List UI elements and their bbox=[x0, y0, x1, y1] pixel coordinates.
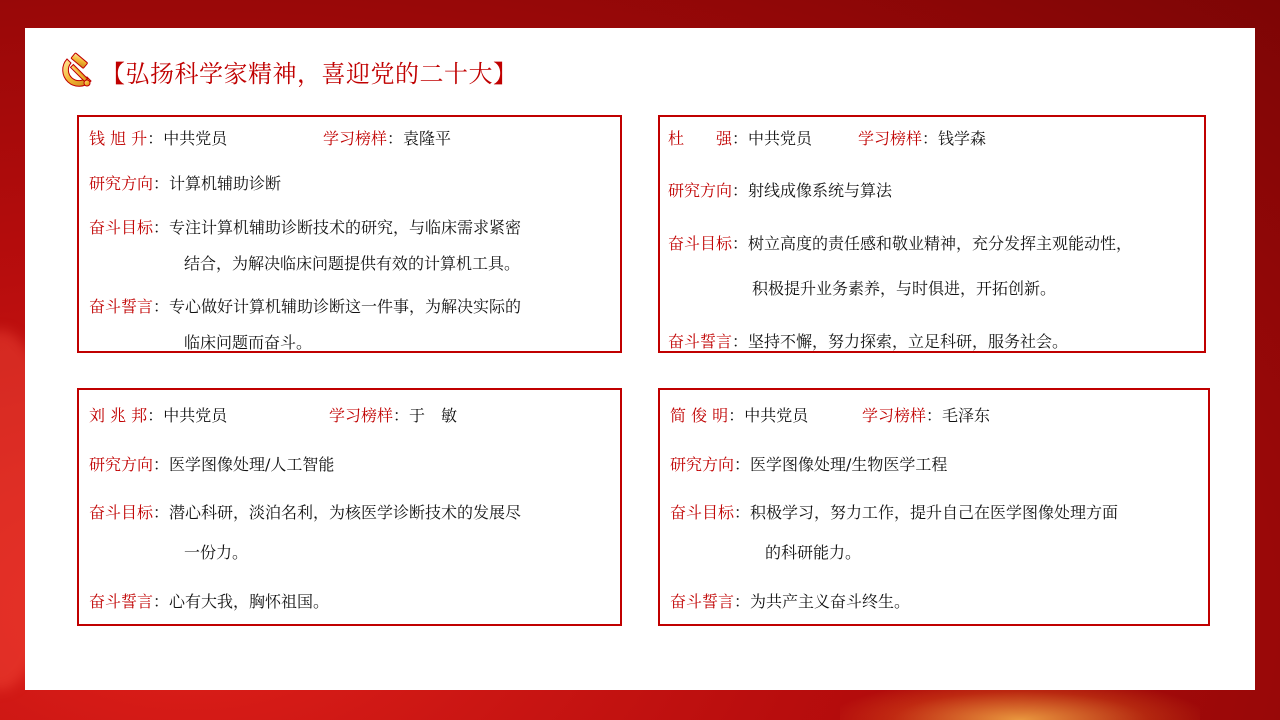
name-row: 刘 兆 邦：中共党员 bbox=[89, 406, 228, 425]
direction-row: 研究方向：医学图像处理/人工智能 bbox=[89, 455, 335, 474]
role-model: 袁隆平 bbox=[403, 129, 452, 148]
name-row: 钱 旭 升：中共党员 bbox=[89, 129, 228, 148]
direction-label: 研究方向 bbox=[670, 455, 735, 474]
role-model: 钱学森 bbox=[938, 129, 987, 148]
direction-value: 射线成像系统与算法 bbox=[748, 181, 893, 200]
goal-label: 奋斗目标 bbox=[89, 218, 154, 237]
goal-line-1: 潜心科研，淡泊名利，为核医学诊断技术的发展尽 bbox=[169, 503, 522, 522]
role-model: 毛泽东 bbox=[942, 406, 991, 425]
goal-label: 奋斗目标 bbox=[668, 234, 733, 253]
content-panel bbox=[25, 28, 1255, 690]
direction-label: 研究方向 bbox=[668, 181, 733, 200]
motto-line-1: 为共产主义奋斗终生。 bbox=[750, 592, 911, 611]
direction-row: 研究方向：射线成像系统与算法 bbox=[668, 181, 893, 200]
goal-label: 奋斗目标 bbox=[670, 503, 735, 522]
role-model-row: 学习榜样：于 敏 bbox=[329, 406, 458, 425]
affiliation: 中共党员 bbox=[163, 129, 228, 148]
name-row: 杜 强：中共党员 bbox=[668, 129, 813, 148]
direction-row: 研究方向：医学图像处理/生物医学工程 bbox=[670, 455, 948, 474]
person-name: 杜 强 bbox=[668, 129, 733, 148]
role-model-label: 学习榜样 bbox=[329, 406, 394, 425]
role-model-label: 学习榜样 bbox=[858, 129, 923, 148]
page-header bbox=[57, 46, 518, 96]
goal-label: 奋斗目标 bbox=[89, 503, 154, 522]
affiliation: 中共党员 bbox=[744, 406, 809, 425]
motto-row: 奋斗誓言：专心做好计算机辅助诊断这一件事，为解决实际的 bbox=[89, 297, 522, 316]
role-model: 于 敏 bbox=[409, 406, 458, 425]
profile-card-2 bbox=[658, 115, 1206, 353]
profile-card-3 bbox=[77, 388, 622, 626]
person-name: 简 俊 明 bbox=[670, 406, 729, 425]
direction-value: 计算机辅助诊断 bbox=[169, 174, 282, 193]
role-model-row: 学习榜样：袁隆平 bbox=[323, 129, 452, 148]
motto-row: 奋斗誓言：坚持不懈，努力探索，立足科研，服务社会。 bbox=[668, 332, 1069, 351]
page-title: 【弘扬科学家精神，喜迎党的二十大】 bbox=[101, 59, 518, 88]
goal-row: 奋斗目标：专注计算机辅助诊断技术的研究，与临床需求紧密 bbox=[89, 218, 522, 237]
motto-line-1: 心有大我，胸怀祖国。 bbox=[169, 592, 330, 611]
role-model-label: 学习榜样 bbox=[323, 129, 388, 148]
goal-line-2: 一份力。 bbox=[184, 543, 249, 562]
goal-line-1: 树立高度的责任感和敬业精神，充分发挥主观能动性， bbox=[748, 234, 1133, 253]
person-name: 钱 旭 升 bbox=[89, 129, 148, 148]
role-model-label: 学习榜样 bbox=[862, 406, 927, 425]
role-model-row: 学习榜样：钱学森 bbox=[858, 129, 987, 148]
profile-card-1 bbox=[77, 115, 622, 353]
direction-value: 医学图像处理/人工智能 bbox=[169, 455, 335, 474]
role-model-row: 学习榜样：毛泽东 bbox=[862, 406, 991, 425]
goal-line-2: 结合，为解决临床问题提供有效的计算机工具。 bbox=[184, 254, 521, 273]
motto-row: 奋斗誓言：心有大我，胸怀祖国。 bbox=[89, 592, 330, 611]
direction-label: 研究方向 bbox=[89, 174, 154, 193]
motto-row: 奋斗誓言：为共产主义奋斗终生。 bbox=[670, 592, 911, 611]
motto-label: 奋斗誓言 bbox=[89, 297, 154, 316]
goal-row: 奋斗目标：积极学习，努力工作，提升自己在医学图像处理方面 bbox=[670, 503, 1119, 522]
direction-label: 研究方向 bbox=[89, 455, 154, 474]
motto-line-1: 坚持不懈，努力探索，立足科研，服务社会。 bbox=[748, 332, 1069, 351]
motto-line-2: 临床问题而奋斗。 bbox=[184, 333, 313, 352]
motto-label: 奋斗誓言 bbox=[670, 592, 735, 611]
motto-label: 奋斗誓言 bbox=[89, 592, 154, 611]
affiliation: 中共党员 bbox=[163, 406, 228, 425]
goal-row: 奋斗目标：潜心科研，淡泊名利，为核医学诊断技术的发展尽 bbox=[89, 503, 522, 522]
goal-row: 奋斗目标：树立高度的责任感和敬业精神，充分发挥主观能动性， bbox=[668, 234, 1133, 253]
direction-value: 医学图像处理/生物医学工程 bbox=[750, 455, 948, 474]
goal-line-1: 专注计算机辅助诊断技术的研究，与临床需求紧密 bbox=[169, 218, 522, 237]
goal-line-1: 积极学习，努力工作，提升自己在医学图像处理方面 bbox=[750, 503, 1119, 522]
goal-line-2: 的科研能力。 bbox=[765, 543, 862, 562]
profile-card-4 bbox=[658, 388, 1210, 626]
affiliation: 中共党员 bbox=[748, 129, 813, 148]
goal-line-2: 积极提升业务素养，与时俱进，开拓创新。 bbox=[752, 279, 1057, 298]
party-emblem-icon bbox=[57, 51, 97, 91]
direction-row: 研究方向：计算机辅助诊断 bbox=[89, 174, 282, 193]
name-row: 简 俊 明：中共党员 bbox=[670, 406, 809, 425]
motto-line-1: 专心做好计算机辅助诊断这一件事，为解决实际的 bbox=[169, 297, 522, 316]
motto-label: 奋斗誓言 bbox=[668, 332, 733, 351]
person-name: 刘 兆 邦 bbox=[89, 406, 148, 425]
